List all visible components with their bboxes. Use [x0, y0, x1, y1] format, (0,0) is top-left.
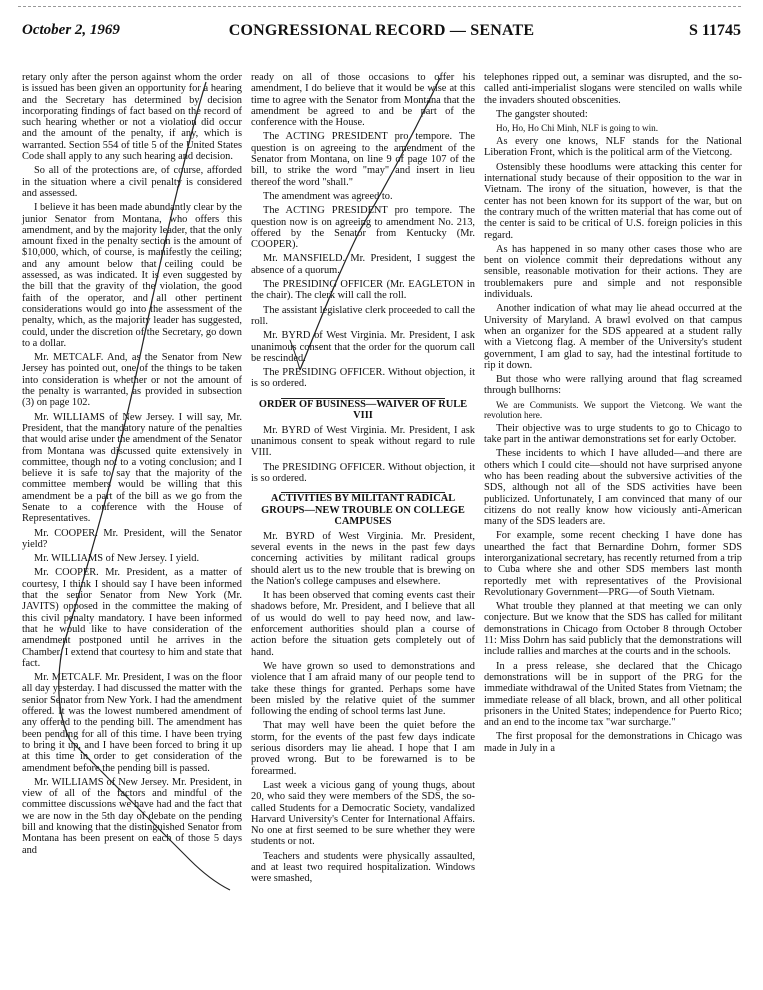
- paragraph: ready on all of those occasions to offer his amendment, I do believe that it would be wise at this time to agree with the Senator from Montana that the amendment be agreed to and be part of the conference with the House.: [251, 72, 475, 129]
- paragraph: Teachers and students were physically assaulted, and at least two required hospitalization. Windows were smashed,: [251, 850, 475, 885]
- paragraph: Last week a vicious gang of young thugs, about 20, who said they were members of the SDS, the so-called Students for a Democratic Society, vandalized Harvard University's Center for International Affairs. No one at first seemed to be sure whether they were students or not.: [251, 779, 475, 848]
- paragraph: Mr. BYRD of West Virginia. Mr. President, several events in the news in the past few days concerning activities by militant radical groups should alert us to the new trouble that is brewing on the Nation's college campuses and elsewhere.: [251, 530, 475, 587]
- paragraph: Mr. METCALF. Mr. President, I was on the floor all day yesterday. I had discussed the matter with the senior Senator from New York. I had the amendment offered. It was the lowest numbered amendment of any offered to the pending bill. The amendment has been pending for all of this time. I have been trying to bring it up, and I have been forced to bring it up at this time in order to get consideration of the amendment before the pending bill is passed.: [22, 672, 242, 774]
- block-quote: Ho, Ho, Ho Chi Minh, NLF is going to win.: [496, 123, 659, 134]
- paragraph: It has been observed that coming events cast their shadows before, Mr. President, and I believe that all of us would do well to pay heed now, and law-enforcement authorities should plan a course of action before the situation gets completely out of hand.: [251, 590, 475, 658]
- paragraph: Mr. COOPER. Mr. President, as a matter of courtesy, I think I should say I have been informed that the senior Senator from New York (Mr. JAVITS) opposed in the committee the making of this civil penalty mandatory. I have been informed that he would like to have consideration of the amendment postponed until he arrives in the Chamber. I extend that courtesy to him and state that fact.: [22, 567, 242, 669]
- column-2: [251, 72, 475, 888]
- paragraph: Ostensibly these hoodlums were attacking this center for international study because of their opposition to the war in Vietnam. The irony of the situation, however, is that the center has not been known for its support of the war, but on the contrary much of the written material that has come out of the center is said to be critical of U.S. foreign policies in this regard.: [484, 161, 742, 241]
- paragraph: I believe it has been made abundantly clear by the junior Senator from Montana, who offers this amendment, and by the majority leader, that the only amount fixed in the penalty section is the amount of $10,000, which, of course, is manifestly the ceiling; and any amount below that ceiling could be assessed, as was indicated. It is even suggested by the bill that the gravity of the violation, the good faith of the operator, and all other pertinent considerations would go into the assessment of the penalty, which, as the majority leader has suggested, could, under the discretion of the Secretary, go down to a dollar.: [22, 202, 243, 349]
- paragraph: But those who were rallying around that flag screamed through bullhorns:: [484, 374, 742, 397]
- paragraph: The amendment was agreed to.: [263, 190, 393, 202]
- paragraph: We have grown so used to demonstrations and violence that I am afraid many of our people tend to take these things for granted. Perhaps some have been misled by the relative quiet of the summer following the ending of school terms last June.: [251, 660, 475, 718]
- paragraph: Another indication of what may lie ahead occurred at the University of Maryland. A brawl evolved on that campus when an organizer for the SDS appeared at a student rally with a Vietcong flag. A member of the University's student government, I am glad to say, had the intestinal fortitude to rip it down.: [484, 303, 742, 371]
- header-page-number: S 11745: [688, 22, 741, 39]
- paragraph: The PRESIDING OFFICER (Mr. EAGLETON in the chair). The clerk will call the roll.: [251, 279, 475, 302]
- paragraph: As has happened in so many other cases those who are bent on violence commit their depredations without any sensible, reasonable motivation for their actions. They are troublemakers pure and simple and not responsible individuals.: [484, 243, 742, 301]
- paragraph: The gangster shouted:: [496, 108, 588, 120]
- paragraph: Mr. WILLIAMS of New Jersey. Mr. President, in view of all of the factors and mindful of the committee discussions we have had and the fact that we are now in the 5th day of debate on the pending bill and knowing that the distinguished Senator from Montana has been present on each of those 5 days and: [22, 776, 242, 856]
- paragraph: Mr. WILLIAMS of New Jersey. I will say, Mr. President, that the mandatory nature of the penalties that would arise under the amendment of the Senator from Montana was discussed quite extensively in committee, though not to a voting conclusion; and I believe it is safe to say that the majority of the committee members would be willing that this amendment be a part of the bill as we go from the Senate to a conference with the House of Representatives.: [22, 411, 242, 525]
- paragraph: Their objective was to urge students to go to Chicago to take part in the antiwar demonstrations set for early October.: [484, 422, 742, 446]
- paragraph: The PRESIDING OFFICER. Without objection, it is so ordered.: [251, 367, 475, 390]
- paragraph: The PRESIDING OFFICER. Without objection, it is so ordered.: [251, 461, 475, 484]
- paragraph: Mr. MANSFIELD. Mr. President, I suggest the absence of a quorum.: [251, 253, 475, 276]
- paragraph: The ACTING PRESIDENT pro tempore. The question now is on agreeing to amendment No. 213, offered by the Senator from Kentucky (Mr. COOPER).: [251, 205, 475, 251]
- paragraph: Mr. BYRD of West Virginia. Mr. President, I ask unanimous consent that the order for the quorum call be rescinded.: [251, 330, 475, 364]
- paragraph: Mr. BYRD of West Virginia. Mr. President, I ask unanimous consent to speak without regard to rule VIII.: [251, 424, 475, 459]
- paragraph: Mr. WILLIAMS of New Jersey. I yield.: [34, 553, 200, 565]
- paragraph: In a press release, she declared that the Chicago demonstrations will be in support of the PRG for the immediate withdrawal of the United States from Vietnam; the immediate release of all black, brown, and all other political prisoners in the United States; independence for Puerto Rico; and an end to the income tax "war surcharge.": [484, 660, 742, 729]
- top-border: [18, 6, 741, 7]
- paragraph: Mr. METCALF. And, as the Senator from New Jersey has pointed out, one of the things to be taken into consideration is whether or not the amount of the penalty is warranted, as provided in subsection (3) on page 102.: [22, 352, 242, 409]
- page-header: [22, 22, 741, 50]
- paragraph: What trouble they planned at that meeting we can only conjecture. But we know that the SDS has called for militant demonstrations in Chicago from October 8 through October 11: Miss Dohrn has said publicly that the demonstrations will include rallies and marches at the courts and in the schools.: [484, 601, 742, 658]
- column-3: [484, 72, 742, 757]
- column-1: [22, 72, 242, 859]
- paragraph: The ACTING PRESIDENT pro tempore. The question is on agreeing to the amendment of the Senator from Montana, on line 9 of page 107 of the bill, to strike the word "may" and insert in lieu thereof the word "shall.": [251, 131, 475, 188]
- paragraph: So all of the protections are, of course, afforded in the situation where a civil penalty is considered and assessed.: [22, 165, 242, 199]
- paragraph: The assistant legislative clerk proceeded to call the roll.: [251, 304, 475, 327]
- section-heading: ACTIVITIES BY MILITANT RADICAL GROUPS—NEW TROUBLE ON COLLEGE CAMPUSES: [261, 493, 465, 528]
- paragraph: retary only after the person against whom the order is issued has been given an opportunity for a hearing and the Secretary has determined by decision incorporating findings of fact based on the record of such hearing whether or not a violation did occur and the amount of the penalty, if any, which is warranted. Section 554 of title 5 of the United States Code shall apply to any such hearing and decision.: [22, 72, 242, 163]
- section-heading: ORDER OF BUSINESS—WAIVER OF RULE VIII: [258, 398, 468, 422]
- header-title: CONGRESSIONAL RECORD — SENATE: [228, 22, 535, 39]
- block-quote: We are Communists. We support the Vietcong. We want the revolution here.: [484, 399, 742, 420]
- paragraph: The first proposal for the demonstrations in Chicago was made in July in a: [484, 731, 742, 754]
- paragraph: For example, some recent checking I have done has unearthed the fact that Bernardine Dohrn, former SDS interorganizational secretary, has recently returned from a trip to Cuba where she and other SDS members last month reportedly met with representatives of the Provisional Revolutionary Government—PRG—of South Vietnam.: [484, 530, 742, 598]
- paragraph: As every one knows, NLF stands for the National Liberation Front, which is the political arm of the Vietcong.: [484, 136, 742, 159]
- paragraph: That may well have been the quiet before the storm, for the events of the past few days indicate serious disorders may lie ahead. I hope that I am proved wrong. But to be forewarned is to be forearmed.: [251, 720, 475, 777]
- paragraph: telephones ripped out, a seminar was disrupted, and the so-called anti-imperialist slogans were stenciled on walls while the invaders shouted obscenities.: [484, 72, 742, 106]
- paragraph: Mr. COOPER. Mr. President, will the Senator yield?: [22, 527, 242, 550]
- header-date: October 2, 1969: [22, 22, 120, 38]
- paragraph: These incidents to which I have alluded—and there are others which I could cite—should not have surprised anyone who has been reading about the subversive activities of the SDS, although not all of the SDS activities have been publicized. Unfortunately, I am convinced that many of our citizens do not really know how viciously anti-American many of the SDS leaders are.: [484, 448, 742, 528]
